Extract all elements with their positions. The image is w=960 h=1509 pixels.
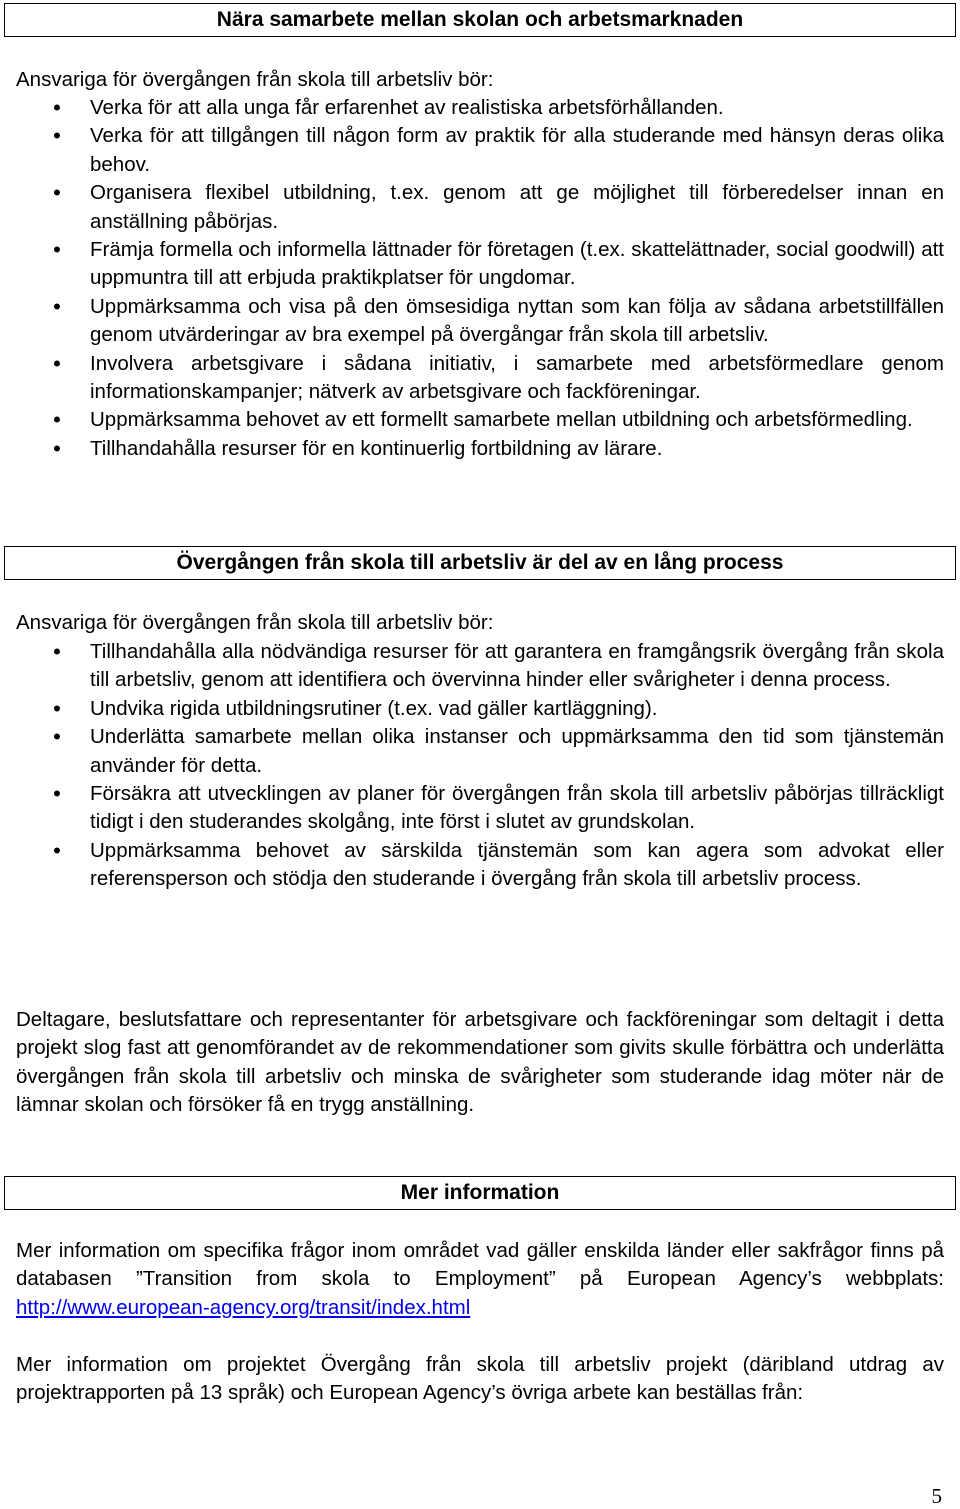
info-paragraph-project: Mer information om projektet Övergång från skola till arbetsliv projekt (däribland utdrag av projektrapporten på 13 språk) och European Agency’s övriga arbete kan beställas från: [16, 1353, 944, 1405]
list-item: • Uppmärksamma behovet av ett formellt samarbete mellan utbildning och arbetsförmedling. [0, 406, 944, 434]
section1-intro: Ansvariga för övergången från skola till arbetsliv bör: [16, 68, 494, 91]
section-heading-samarbete: Nära samarbete mellan skolan och arbetsmarknaden [4, 3, 956, 37]
list-item: • Uppmärksamma behovet av särskilda tjänstemän som kan agera som advokat eller referensperson och stödja den studerande i övergång från skola till arbetsliv process. [0, 837, 944, 894]
section1-bullet-list [0, 94, 944, 463]
list-item: • Försäkra att utvecklingen av planer för övergången från skola till arbetsliv påbörjas tillräckligt tidigt i den studerandes skolgång, inte först i slutet av grundskolan. [0, 780, 944, 837]
european-agency-link[interactable]: http://www.european-agency.org/transit/index.html [16, 1295, 471, 1319]
bullet-icon: • [53, 639, 61, 664]
list-item: • Främja formella och informella lättnader för företagen (t.ex. skattelättnader, social goodwill) att uppmuntra till att erbjuda praktikplatser för ungdomar. [0, 236, 944, 293]
list-item: • Verka för att tillgången till någon form av praktik för alla studerande med hänsyn deras olika behov. [0, 122, 944, 179]
list-item: • Organisera flexibel utbildning, t.ex. genom att ge möjlighet till förberedelser innan en anställning påbörjas. [0, 179, 944, 236]
bullet-icon: • [53, 837, 61, 863]
list-item: • Undvika rigida utbildningsrutiner (t.ex. vad gäller kartläggning). [0, 695, 944, 723]
bullet-icon: • [53, 293, 61, 319]
section-heading-process: Övergången från skola till arbetsliv är del av en lång process [4, 546, 956, 580]
bullet-icon: • [53, 350, 61, 376]
info-paragraph-database: Mer information om specifika frågor inom området vad gäller enskilda länder eller sakfrågor finns på databasen ”Transition from skola to Employment” på European Agency’s webbplats: http://www.european-agency.org/transit/index.html [16, 1239, 944, 1319]
closing-paragraph: Deltagare, beslutsfattare och representanter för arbetsgivare och fackföreningar som deltagit i detta projekt slog fast att genomförandet av de rekommendationer som givits skulle förbättra och underlätta övergången från skola till arbetsliv och minska de svårigheter som studerande idag möter när de lämnar skolan och försöker få en trygg anställning. [16, 1008, 944, 1117]
bullet-icon: • [53, 95, 61, 120]
section2-intro: Ansvariga för övergången från skola till arbetsliv bör: [16, 611, 494, 634]
list-item: • Involvera arbetsgivare i sådana initiativ, i samarbete med arbetsförmedlare genom informationskampanjer; nätverk av arbetsgivare och fackföreningar. [0, 350, 944, 407]
list-item: • Verka för att alla unga får erfarenhet av realistiska arbetsförhållanden. [0, 94, 944, 122]
section-heading-mer-information: Mer information [4, 1176, 956, 1210]
list-item: • Underlätta samarbete mellan olika instanser och uppmärksamma den tid som tjänstemän använder för detta. [0, 723, 944, 780]
bullet-icon: • [53, 781, 61, 807]
bullet-icon: • [53, 695, 61, 721]
bullet-icon: • [53, 435, 61, 461]
page-number: 5 [931, 1484, 942, 1508]
section2-bullet-list [0, 638, 944, 894]
list-item: • Tillhandahålla resurser för en kontinuerlig fortbildning av lärare. [0, 435, 944, 463]
bullet-icon: • [53, 180, 61, 206]
bullet-icon: • [53, 123, 61, 149]
list-item: • Tillhandahålla alla nödvändiga resurser för att garantera en framgångsrik övergång från skola till arbetsliv, genom att identifiera och övervinna hinder eller svårigheter i denna process. [0, 638, 944, 695]
bullet-icon: • [53, 724, 61, 750]
bullet-icon: • [53, 237, 61, 263]
bullet-icon: • [53, 407, 61, 433]
list-item: • Uppmärksamma och visa på den ömsesidiga nyttan som kan följa av sådana arbetstillfällen genom utvärderingar av bra exempel på övergångar från skola till arbetsliv. [0, 293, 944, 350]
